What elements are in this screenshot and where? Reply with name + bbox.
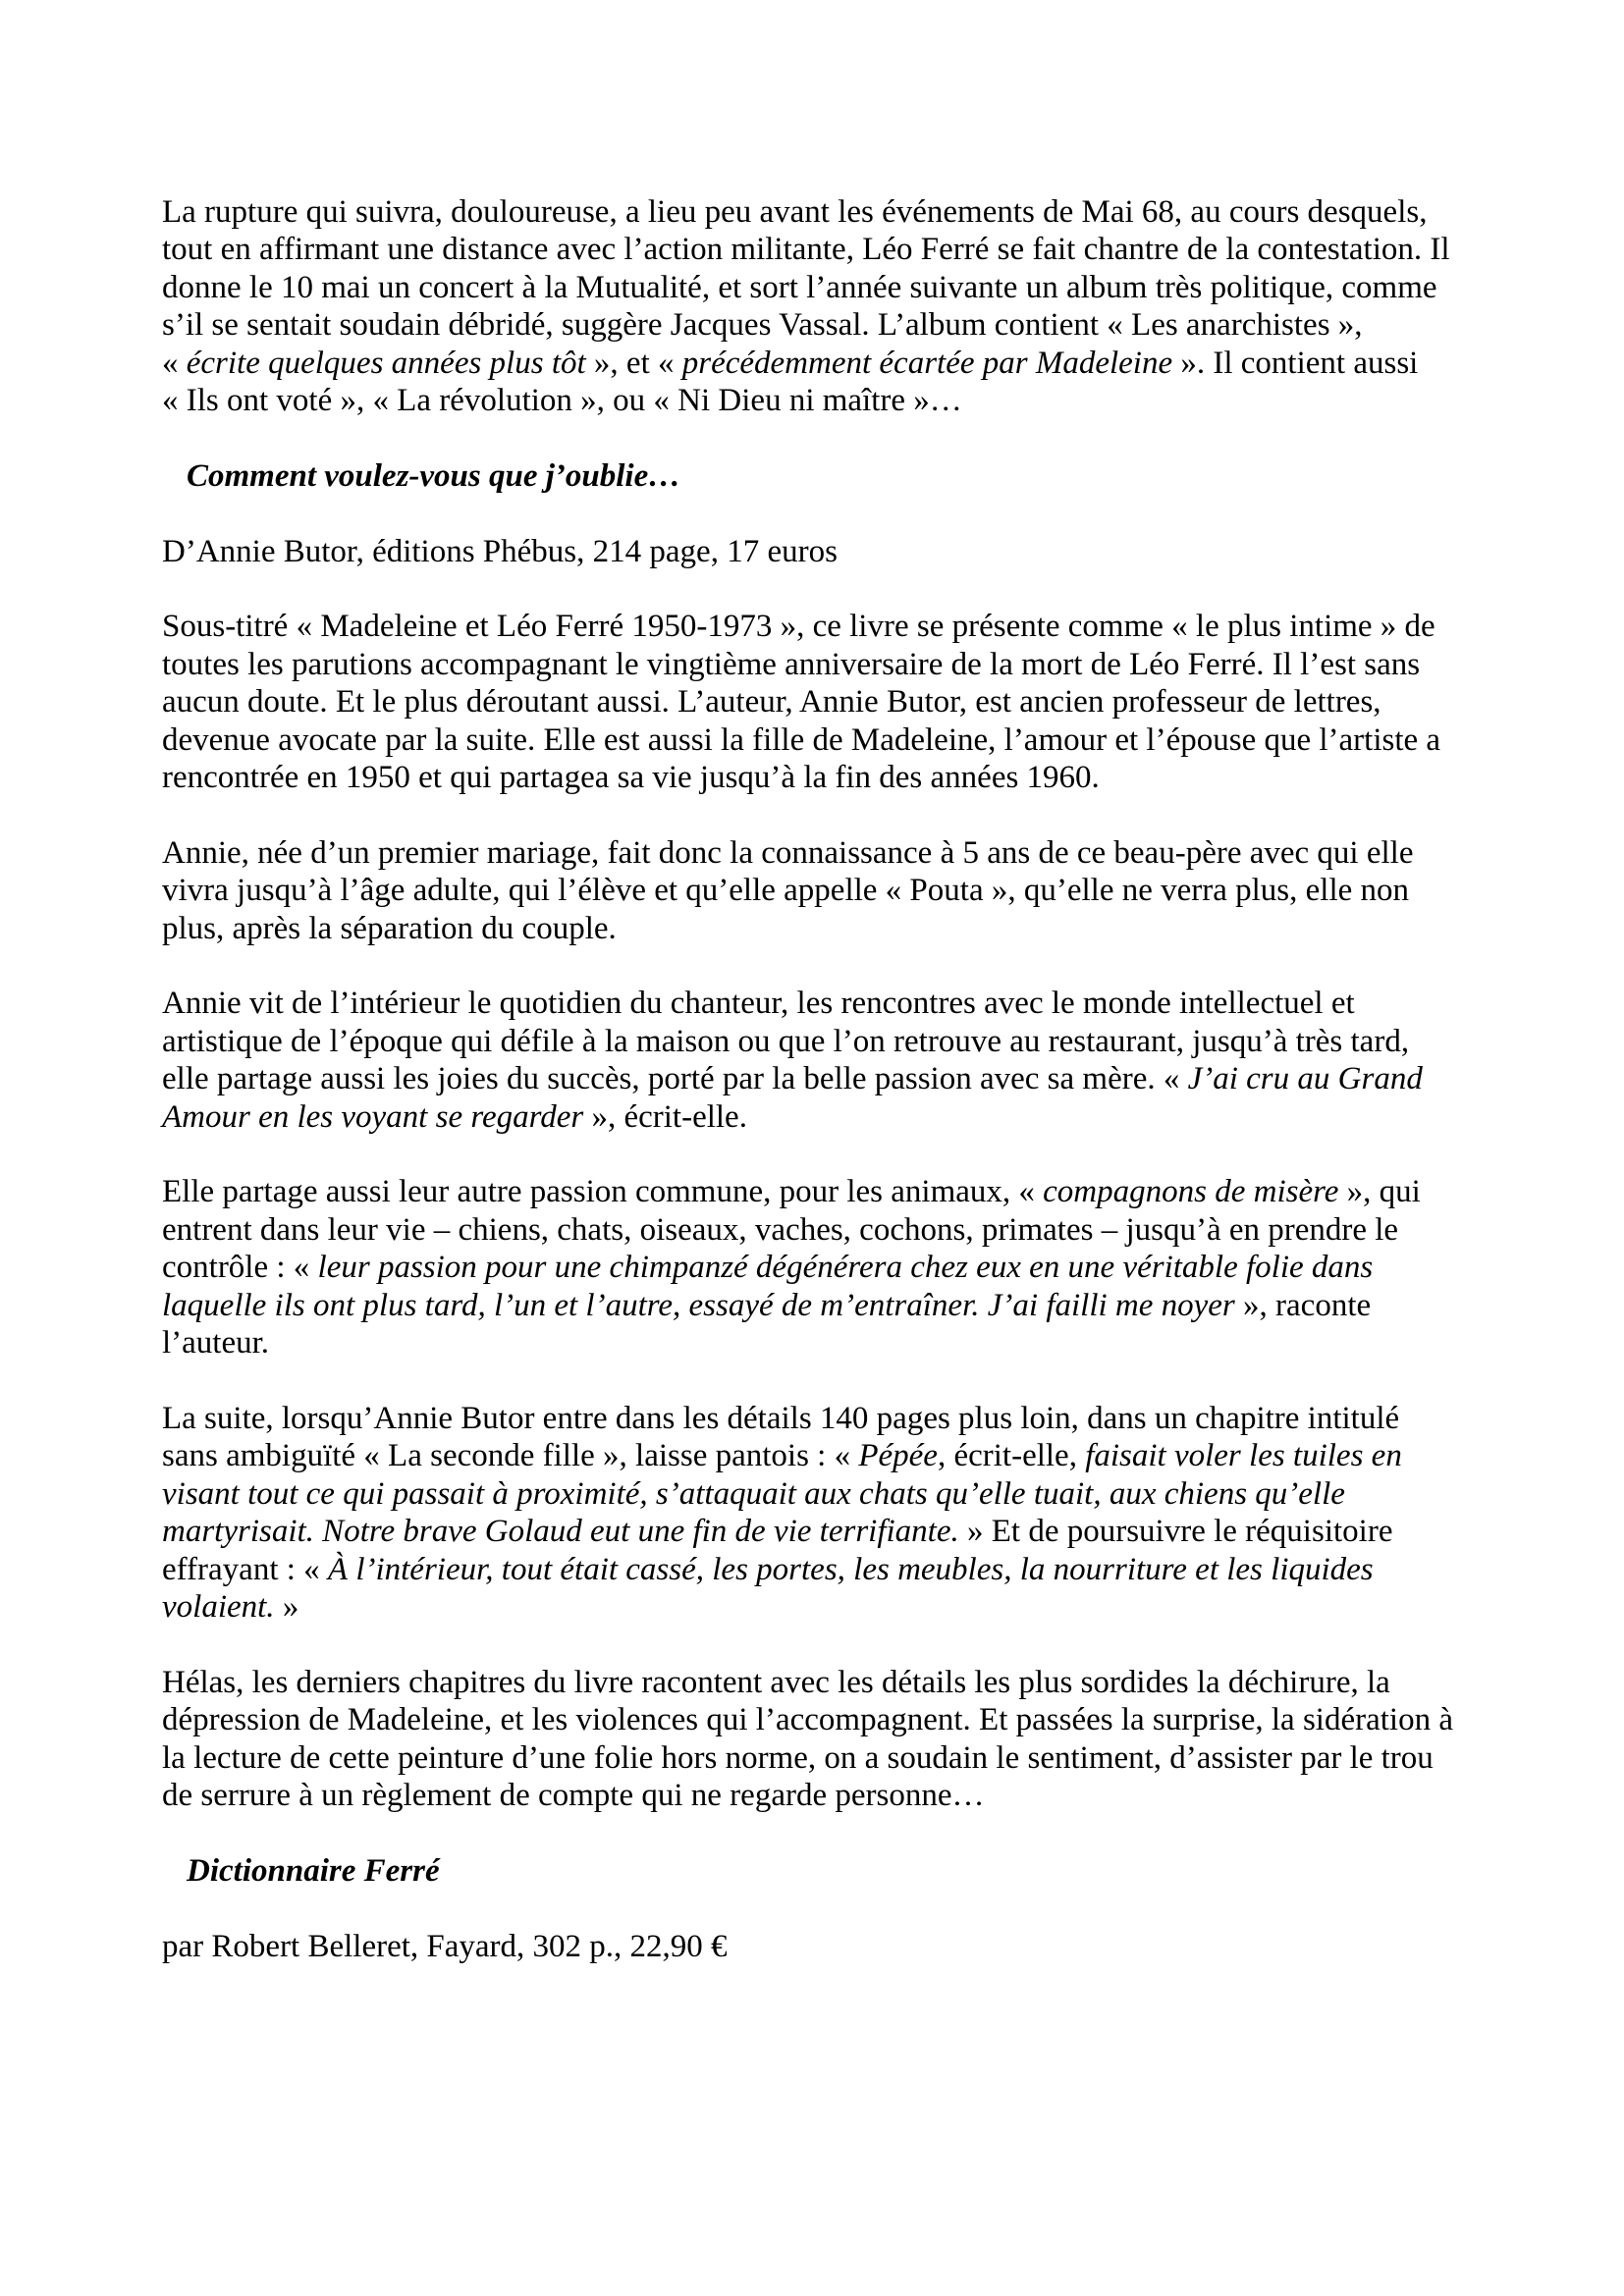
text-run-normal: », et « xyxy=(585,345,682,381)
paragraph-la-seconde-fille xyxy=(162,1400,1463,1626)
text-run-normal: », raconte l’auteur. xyxy=(162,1287,1372,1362)
text-run-italic: leur passion pour une chimpanzé dégénérera chez eux en une véritable folie dans laquelle ils ont plus tard, l’un et l’autre, essayé de m’entraîner. J’ai failli me noyer xyxy=(162,1250,1374,1323)
text-run-normal: La rupture qui suivra, douloureuse, a lieu peu avant les événements de Mai 68, au cours desquels, tout en affirmant une distance avec l’action militante, Léo Ferré se fait chantre de la contestation. Il donne le 10 mai un concert à la Mutualité, et sort l’année suivante un album très politique, comme s’il se sentait soudain débridé, suggère Jacques Vassal. L’album contient « Les anarchistes », « xyxy=(162,194,1450,381)
paragraph-annie-premier-mariage xyxy=(162,834,1463,947)
text-run-normal: », qui entrent dans leur vie – chiens, chats, oiseaux, vaches, cochons, primates – jusqu’à en prendre le contrôle : « xyxy=(162,1174,1421,1286)
text-run-normal: par Robert Belleret, Fayard, 302 p., 22,90 € xyxy=(162,1928,728,1964)
text-run-normal: ». Il contient aussi « Ils ont voté », « La révolution », ou « Ni Dieu ni maître »… xyxy=(162,345,1419,419)
document-body xyxy=(162,193,1463,1965)
text-run-normal: Elle partage aussi leur autre passion commune, pour les animaux, « xyxy=(162,1174,1044,1210)
text-run-normal: Hélas, les derniers chapitres du livre racontent avec les détails les plus sordides la déchirure, la dépression de Madeleine, et les violences qui l’accompagnent. Et passées la surprise, la sidération à la lecture de cette peinture d’une folie hors norme, on a soudain le sentiment, d’assister par le trou de serrure à un règlement de compte qui ne regarde personne… xyxy=(162,1664,1453,1813)
text-run-normal: » Et de poursuivre le réquisitoire effrayant : « xyxy=(162,1514,1393,1587)
heading-dictionnaire-ferre xyxy=(162,1852,1463,1890)
paragraph-passion-animaux xyxy=(162,1173,1463,1362)
paragraph-derniers-chapitres xyxy=(162,1664,1463,1815)
text-run-normal: D’Annie Butor, éditions Phébus, 214 page, 17 euros xyxy=(162,533,838,569)
text-run-normal: Annie, née d’un premier mariage, fait donc la connaissance à 5 ans de ce beau-père avec qui elle vivra jusqu’à l’âge adulte, qui l’élève et qu’elle appelle « Pouta », qu’elle ne verra plus, elle non plus, après la séparation du couple. xyxy=(162,834,1414,946)
paragraph-rupture-mai-68 xyxy=(162,193,1463,419)
text-run-normal: La suite, lorsqu’Annie Butor entre dans les détails 140 pages plus loin, dans un chapitre intitulé sans ambiguïté « La seconde fille », laisse pantois : « xyxy=(162,1400,1400,1474)
paragraph-sous-titre xyxy=(162,608,1463,796)
text-run-bold-italic: Comment voulez-vous que j’oublie… xyxy=(187,457,681,494)
text-run-italic: précédemment écartée par Madeleine xyxy=(681,345,1173,381)
text-run-normal: », écrit-elle. xyxy=(583,1098,747,1135)
text-run-italic: J’ai cru au Grand Amour en les voyant se regarder xyxy=(162,1061,1423,1135)
text-run-italic: écrite quelques années plus tôt xyxy=(186,345,586,381)
text-run-bold-italic: Dictionnaire Ferré xyxy=(187,1852,440,1889)
book-info-fayard xyxy=(162,1928,1463,1965)
text-run-italic: À l’intérieur, tout était cassé, les portes, les meubles, la nourriture et les liquides volaient. xyxy=(162,1551,1374,1625)
text-run-normal: , écrit-elle, xyxy=(937,1438,1086,1474)
text-run-italic: compagnons de misère xyxy=(1043,1174,1339,1210)
heading-comment-voulez-vous-que-joublie xyxy=(162,457,1463,495)
book-info-phebus xyxy=(162,533,1463,570)
text-run-normal: Annie vit de l’intérieur le quotidien du chanteur, les rencontres avec le monde intellectuel et artistique de l’époque qui défile à la maison ou que l’on retrouve au restaurant, jusqu’à très tard, elle partage aussi les joies du succès, porté par la belle passion avec sa mère. « xyxy=(162,986,1410,1097)
text-run-normal: » xyxy=(274,1588,299,1625)
text-run-italic: faisait voler les tuiles en visant tout ce qui passait à proximité, s’attaquait aux chats qu’elle tuait, aux chiens qu’elle martyrisait. Notre brave Golaud eut une fin de vie terrifiante. xyxy=(162,1438,1402,1550)
paragraph-quotidien-du-chanteur xyxy=(162,985,1463,1136)
text-run-italic: Pépée xyxy=(858,1438,938,1474)
text-run-normal: Sous-titré « Madeleine et Léo Ferré 1950-1973 », ce livre se présente comme « le plus intime » de toutes les parutions accompagnant le vingtième anniversaire de la mort de Léo Ferré. Il l’est sans aucun doute. Et le plus déroutant aussi. L’auteur, Annie Butor, est ancien professeur de lettres, devenue avocate par la suite. Elle est aussi la fille de Madeleine, l’amour et l’épouse que l’artiste a rencontrée en 1950 et qui partagea sa vie jusqu’à la fin des années 1960. xyxy=(162,609,1441,796)
